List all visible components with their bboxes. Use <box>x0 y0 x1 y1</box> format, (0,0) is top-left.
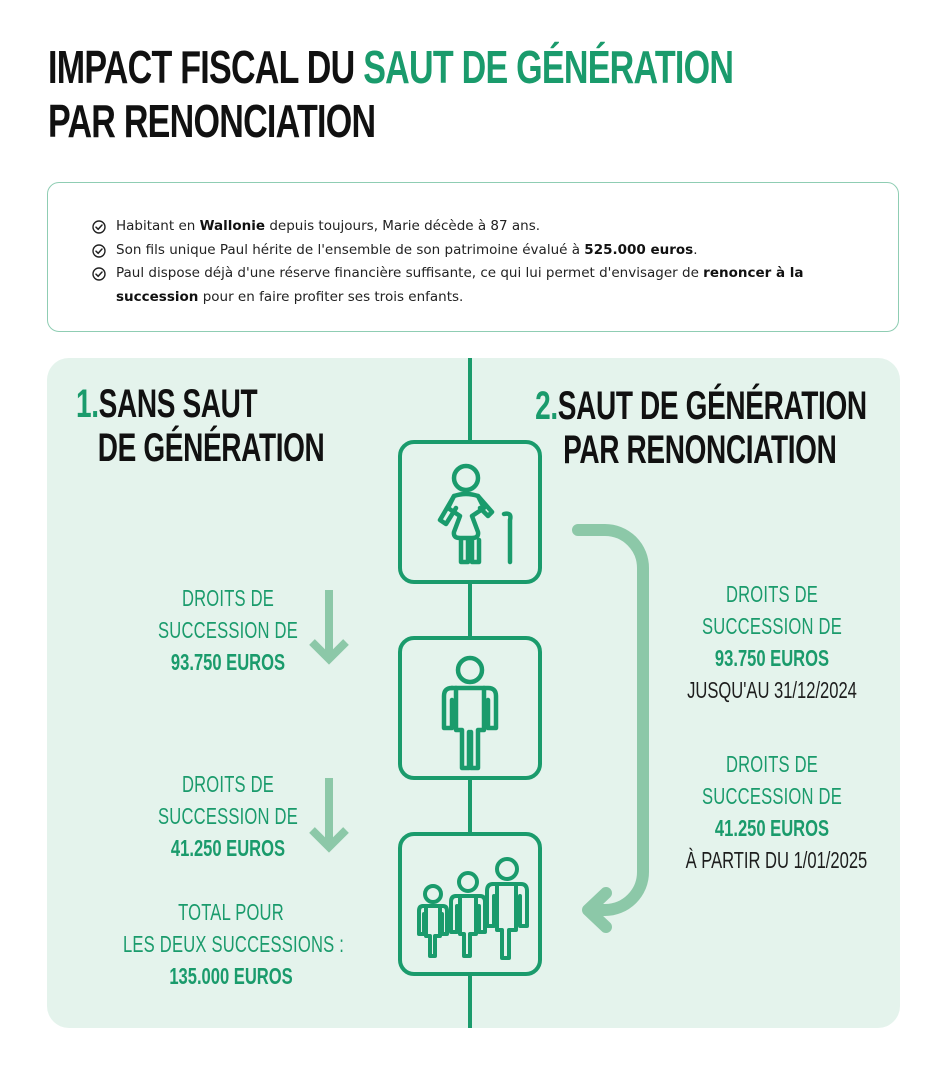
father-box <box>398 636 542 780</box>
children-box <box>398 832 542 976</box>
title-line2: PAR RENONCIATION <box>48 95 376 147</box>
left-block-2: DROITS DE SUCCESSION DE 41.250 EUROS <box>156 768 300 864</box>
right-block-1: DROITS DE SUCCESSION DE 93.750 EUROS JUSQU'AU 31/12/2024 <box>686 578 859 706</box>
right-heading-number: 2. <box>535 384 559 428</box>
fact-item-3: Paul dispose déjà d'une réserve financière suffisante, ce qui lui permet d'envisager de renoncer à la succession pour en faire profiter ses trois enfants. <box>92 262 898 309</box>
right-date-1: JUSQU'AU 31/12/2024 <box>687 677 857 703</box>
right-heading: 2.SAUT DE GÉNÉRATION PAR RENONCIATION <box>535 384 867 472</box>
left-amount-1: 93.750 EUROS <box>170 649 286 675</box>
arrow-down-icon <box>312 778 346 847</box>
title-part1: IMPACT FISCAL DU <box>48 41 364 93</box>
man-icon <box>402 640 538 776</box>
right-date-2: À PARTIR DU 1/01/2025 <box>685 847 868 873</box>
arrow-down-icon <box>312 590 346 659</box>
right-block-2: DROITS DE SUCCESSION DE 41.250 EUROS À PARTIR DU 1/01/2025 <box>686 748 859 876</box>
elderly-woman-cane-icon <box>402 444 538 580</box>
left-amount-2: 41.250 EUROS <box>170 835 286 861</box>
left-heading: 1.SANS SAUT DE GÉNÉRATION <box>76 382 325 470</box>
right-amount-1: 93.750 EUROS <box>714 645 830 671</box>
curved-arrow-icon <box>578 530 643 927</box>
grandmother-box <box>398 440 542 584</box>
left-total-amount: 135.000 EUROS <box>169 963 293 989</box>
right-amount-2: 41.250 EUROS <box>714 815 830 841</box>
title-accent: SAUT DE GÉNÉRATION <box>363 41 734 93</box>
left-block-1: DROITS DE SUCCESSION DE 93.750 EUROS <box>156 582 300 678</box>
fact-item-2: Son fils unique Paul hérite de l'ensemble de son patrimoine évalué à 525.000 euros. <box>92 239 898 263</box>
estate-value-bold: 525.000 euros <box>584 241 694 258</box>
three-children-icon <box>402 836 538 972</box>
left-total: TOTAL POUR LES DEUX SUCCESSIONS : 135.000 EUROS <box>123 896 339 992</box>
fact-item-1: Habitant en Wallonie depuis toujours, Marie décède à 87 ans. <box>92 215 898 239</box>
region-bold: Wallonie <box>199 218 266 234</box>
left-heading-number: 1. <box>76 382 99 426</box>
